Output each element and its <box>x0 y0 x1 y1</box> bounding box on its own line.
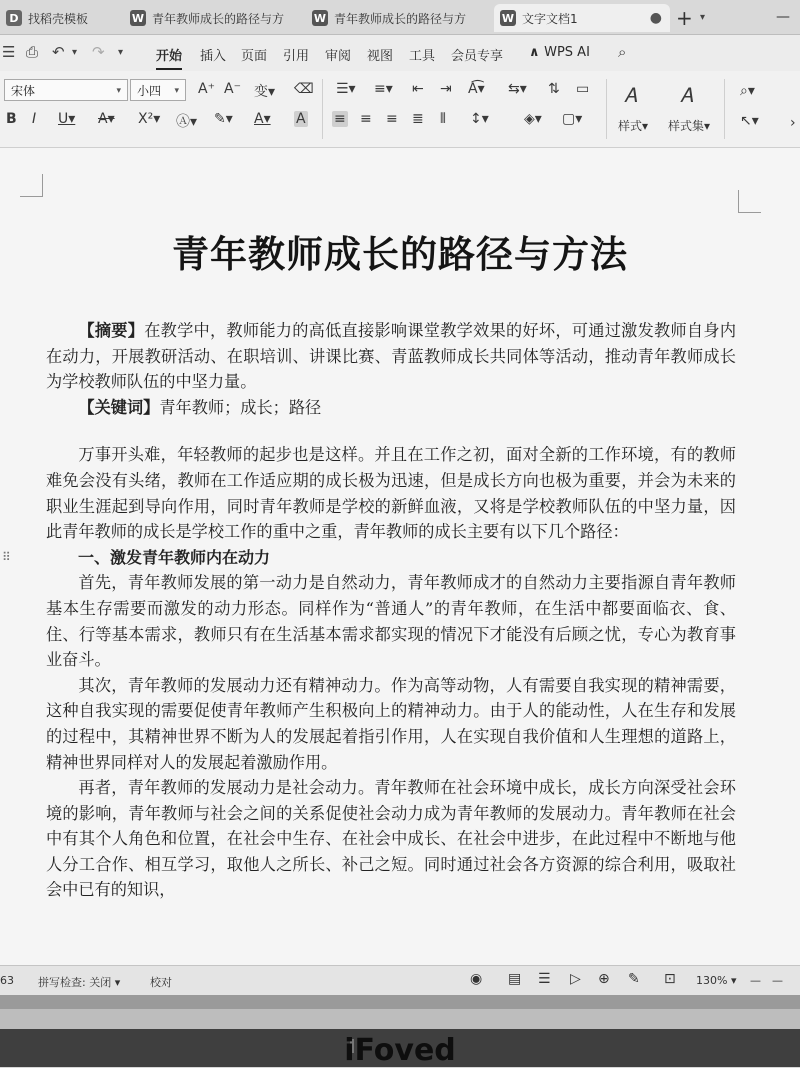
blank-line <box>46 420 736 442</box>
font-size-select[interactable] <box>130 79 186 101</box>
ribbon-divider <box>322 79 323 139</box>
phonetic-guide-icon[interactable]: 变▾ <box>254 84 276 100</box>
web-view-icon[interactable]: ⊕ <box>598 971 610 987</box>
page-view-icon[interactable]: ▤ <box>508 971 522 987</box>
search-icon[interactable]: ⌕ <box>618 43 627 61</box>
abstract-text: 在教学中，教师能力的高低直接影响课堂教学效果的好坏，可通过激发教师自身内在动力，开展教研活动、在职培训、讲课比赛、青蓝教师成长共同体等活动，推动青年教师成长为学校教师队伍的中坚力量。 <box>46 321 737 392</box>
underline-icon[interactable]: U▾ <box>58 111 76 127</box>
chevron-down-icon: ▾ <box>116 86 121 96</box>
body-paragraph: 再者，青年教师的发展动力是社会动力。青年教师在社会环境中成长，成长方向深受社会环境的影响，青年教师与社会之间的关系促使社会动力成为青年教师的发展动力。青年教师在社会中有其个人角色和位置，在社会中生存、在社会中成长、在社会中进步，在此过程中不断地与他人分工合作、相互学习，取他人之所长、补己之短。同时通过社会各方资源的综合利用，吸取社会中已有的知识， <box>46 778 736 900</box>
shrink-font-icon[interactable]: A⁻ <box>224 81 241 97</box>
text-effect-icon[interactable]: Ⓐ▾ <box>176 114 198 130</box>
bezel-strip <box>0 1009 800 1029</box>
align-right-icon[interactable]: ≡ <box>386 111 398 127</box>
chevron-down-icon[interactable]: ▾ <box>118 47 124 58</box>
text-direction-icon[interactable]: ⇆▾ <box>508 81 527 97</box>
tab-document-3[interactable] <box>494 4 670 32</box>
ribbon-toolbar <box>0 71 800 148</box>
char-shading-icon[interactable]: A <box>296 111 306 127</box>
bullet-list-icon[interactable]: ☰▾ <box>336 81 356 97</box>
bezel-edge <box>0 995 800 1009</box>
wps-ai-label: WPS AI <box>544 45 590 60</box>
distributed-icon[interactable]: ⫴ <box>440 111 446 127</box>
document-page[interactable] <box>0 148 800 965</box>
superscript-icon[interactable]: X²▾ <box>138 111 161 127</box>
word-doc-icon: W <box>131 11 145 25</box>
shading-icon[interactable]: ◈▾ <box>524 111 542 127</box>
play-icon[interactable]: ▷ <box>570 971 581 987</box>
keywords-paragraph <box>46 395 736 421</box>
line-spacing-icon[interactable]: ↕▾ <box>470 111 489 127</box>
tab-document-1[interactable] <box>130 4 306 32</box>
decrease-indent-icon[interactable]: ⇤ <box>412 81 424 97</box>
menu-references[interactable]: 引用 <box>283 49 310 64</box>
outline-view-icon[interactable]: ☰ <box>538 971 551 987</box>
clear-format-icon[interactable]: ⌫ <box>294 81 314 97</box>
body-paragraph: 其次，青年教师的发展动力还有精神动力。作为高等动物，人有需要自我实现的精神需要，这种自我实现的需要促使青年教师产生积极向上的精神动力。由于人的能动性，人在生存和发展的过程中，其精神世界不断为人的发展起着指引作用，人在实现自我价值和人生理想的道路上，精神世界同样对人的发展起着激励作用。 <box>46 675 736 772</box>
select-pointer-icon[interactable]: ↖▾ <box>740 113 759 129</box>
grow-font-icon[interactable]: A⁺ <box>198 81 215 97</box>
abstract-tag: 【摘要】 <box>78 321 145 340</box>
align-center-icon[interactable]: ≡ <box>360 111 372 127</box>
style-set-button[interactable]: 样式集▾ <box>668 119 711 133</box>
zoom-out-button[interactable]: — <box>750 974 761 987</box>
undo-icon[interactable]: ↶ <box>52 43 65 61</box>
align-left-icon[interactable]: ≡ <box>334 111 346 127</box>
font-name-value: 宋体 <box>11 84 36 98</box>
menu-view[interactable]: 视图 <box>367 49 394 64</box>
print-preview-icon[interactable]: ⎙ <box>26 43 39 61</box>
monitor-brand-logo: iFoved <box>344 1033 456 1068</box>
minimize-icon[interactable]: — <box>776 9 790 25</box>
section-heading: 一、激发青年教师内在动力 <box>78 547 271 567</box>
eye-protection-icon[interactable]: ◉ <box>470 971 483 987</box>
menu-tools[interactable]: 工具 <box>409 49 436 64</box>
menu-insert[interactable]: 插入 <box>200 49 227 64</box>
numbered-list-icon[interactable]: ≡▾ <box>374 81 393 97</box>
chinese-layout-icon[interactable]: A͡▾ <box>468 81 485 97</box>
menu-review[interactable]: 审阅 <box>325 49 352 64</box>
margin-corner-mark <box>20 174 43 197</box>
tab-document-2[interactable] <box>312 4 488 32</box>
styles-icon[interactable]: 𝐴 <box>624 83 638 107</box>
paragraph-drag-handle-icon[interactable]: ⠿ <box>2 550 11 564</box>
menu-hamburger-icon[interactable]: ☰ <box>2 43 16 61</box>
font-name-select[interactable] <box>4 79 128 101</box>
style-set-icon[interactable]: 𝐴 <box>680 83 694 107</box>
style-set-label: 样式集 <box>668 119 705 133</box>
tab-close-dot-icon[interactable]: ● <box>649 10 662 26</box>
word-doc-icon: W <box>313 11 327 25</box>
chevron-down-icon[interactable]: ▾ <box>700 12 706 23</box>
status-bar <box>0 965 800 996</box>
font-color-icon[interactable]: A▾ <box>254 111 271 127</box>
italic-icon[interactable]: I <box>32 111 37 127</box>
word-doc-icon: W <box>501 11 515 25</box>
increase-indent-icon[interactable]: ⇥ <box>440 81 452 97</box>
menu-wps-ai[interactable] <box>529 45 590 60</box>
tab-label: 青年教师成长的路径与方 <box>334 11 467 26</box>
strikethrough-icon[interactable]: A▾ <box>98 111 115 127</box>
intro-paragraph: 万事开头难，年轻教师的起步也是这样。并且在工作之初，面对全新的工作环境，有的教师难免会没有头绪，教师在工作适应期的成长极为迅速，但是成长方向也极为重要，并会为未来的职业生涯起到导向作用，同时青年教师是学校的新鲜血液，又将是学校教师队伍的中坚力量，因此青年教师的成长是学校工作的重中之重，青年教师的成长主要有以下几个路径： <box>46 445 736 542</box>
zoom-slider[interactable]: — <box>772 974 783 987</box>
keywords-text: 青年教师；成长；路径 <box>159 397 322 417</box>
menu-member[interactable]: 会员专享 <box>451 49 504 64</box>
border-icon[interactable]: ▢▾ <box>562 111 583 127</box>
zoom-value: 130% <box>696 974 728 987</box>
font-size-value: 小四 <box>137 84 162 98</box>
tab-label: 文字文档1 <box>522 11 578 26</box>
proofread-button[interactable]: 校对 <box>150 976 172 989</box>
new-tab-icon[interactable]: + <box>676 6 693 30</box>
spellcheck-toggle[interactable]: 拼写检查: 关闭 ▾ <box>38 976 121 989</box>
bold-icon[interactable]: B <box>6 111 17 127</box>
styles-label: 样式 <box>618 119 643 133</box>
wps-ai-icon: ∧ <box>529 45 545 60</box>
chevron-down-icon: ▾ <box>174 86 179 96</box>
zoom-level[interactable]: 130% ▾ <box>696 974 737 987</box>
chevron-down-icon[interactable]: ▾ <box>72 47 78 58</box>
margin-corner-mark <box>738 190 761 213</box>
sort-icon[interactable]: ⇅ <box>548 81 560 97</box>
abstract-paragraph <box>46 318 736 395</box>
monitor-bezel <box>0 995 800 1067</box>
keywords-tag: 【关键词】 <box>78 397 160 417</box>
show-marks-icon[interactable]: ▭ <box>576 81 590 97</box>
document-title: 青年教师成长的路径与方法 <box>172 233 628 276</box>
tab-template[interactable] <box>6 4 124 32</box>
ribbon-divider <box>606 79 607 139</box>
find-icon[interactable]: ⌕▾ <box>740 83 755 99</box>
redo-icon[interactable]: ↷ <box>92 43 105 61</box>
styles-button[interactable]: 样式▾ <box>618 119 649 133</box>
justify-icon[interactable]: ≣ <box>412 111 424 127</box>
docer-icon: D <box>6 10 22 26</box>
ribbon-divider <box>724 79 725 139</box>
body-paragraph: 首先，青年教师发展的第一动力是自然动力，青年教师成才的自然动力主要指源自青年教师基本生存需要而激发的动力形态。同样作为“普通人”的青年教师，在生活中都要面临衣、食、住、行等基本需求，教师只有在生活基本需求都实现的情况下才能没有后顾之忧，专心为教育事业奋斗。 <box>46 573 736 670</box>
fit-page-icon[interactable]: ⊡ <box>664 971 676 987</box>
menu-home[interactable]: 开始 <box>156 45 182 64</box>
tab-label: 青年教师成长的路径与方 <box>152 11 285 26</box>
ribbon-overflow-icon[interactable]: › <box>790 115 796 131</box>
pen-icon[interactable]: ✎ <box>628 971 640 987</box>
tab-label: 找稻壳模板 <box>28 11 89 26</box>
tab-bar <box>0 0 800 35</box>
highlight-icon[interactable]: ✎▾ <box>214 111 233 127</box>
menu-page[interactable]: 页面 <box>241 49 268 64</box>
document-body[interactable] <box>46 318 736 903</box>
menu-bar <box>0 35 800 71</box>
page-count: 63 <box>0 974 14 987</box>
spellcheck-label: 拼写检查: 关闭 <box>38 976 112 989</box>
